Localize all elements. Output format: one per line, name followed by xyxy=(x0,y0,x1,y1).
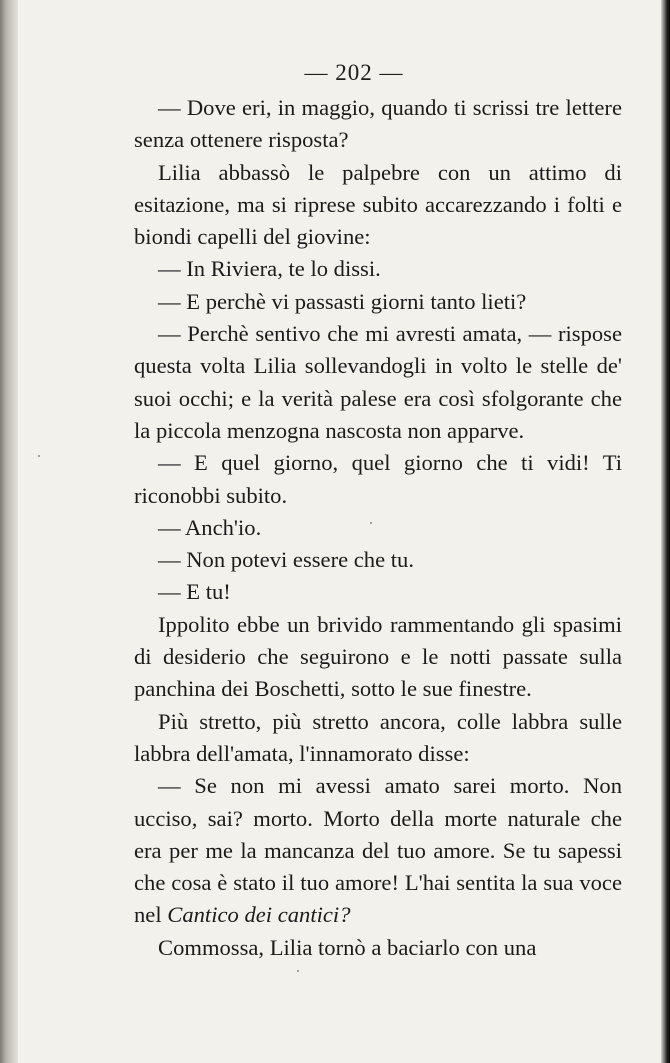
paragraph-13: Commossa, Lilia tornò a baciarlo con una xyxy=(158,934,537,960)
paragraph-2: Lilia abbassò le palpebre con un attimo di esitazione, ma si riprese subito accarezzando i folti e biondi capelli del giovine: xyxy=(134,159,622,250)
paragraph-8: — Non potevi essere che tu. xyxy=(158,547,414,573)
page-gutter-shadow xyxy=(0,0,18,1063)
paragraph-12 xyxy=(134,770,622,931)
paragraph-5: — Perchè sentivo che mi avresti amata, — rispose questa volta Lilia sollevandogli in volto le stelle de' suoi occhi; e la verità palese era così sfolgorante che la piccola menzogna nascosta non apparve. xyxy=(134,321,622,443)
paragraph-11: Più stretto, più stretto ancora, colle labbra sulle labbra dell'amata, l'innamorato disse: xyxy=(134,708,622,766)
paragraph-7: — Anch'io. xyxy=(158,514,262,540)
book-title-cantico: Cantico dei cantici? xyxy=(167,902,351,928)
page-number: — 202 — xyxy=(304,60,404,85)
paragraph-6: — E quel giorno, quel giorno che ti vidi! Ti riconobbi subito. xyxy=(134,450,622,508)
paragraph-10: Ippolito ebbe un brivido rammentando gli spasimi di desiderio che seguirono e le notti passate sulla panchina dei Boschetti, sotto le sue finestre. xyxy=(134,611,622,702)
paragraph-3: — In Riviera, te lo dissi. xyxy=(158,256,381,282)
paper-speck xyxy=(297,970,299,972)
body-text xyxy=(134,92,622,964)
paper-speck xyxy=(38,455,40,457)
paragraph-1: — Dove eri, in maggio, quando ti scrissi tre lettere senza ottenere risposta? xyxy=(134,95,622,153)
paragraph-12-text: — Se non mi avessi amato sarei morto. Non ucciso, sai? morto. Morto della morte naturale che era per me la mancanza del tuo amore. Se tu sapessi che cosa è stato il tuo amore! L'hai sentita la sua voce nel xyxy=(134,773,622,928)
paper-speck xyxy=(370,522,372,524)
page-right-edge xyxy=(661,0,670,1063)
paragraph-9: — E tu! xyxy=(158,579,231,605)
paragraph-4: — E perchè vi passasti giorni tanto lieti? xyxy=(158,288,527,314)
